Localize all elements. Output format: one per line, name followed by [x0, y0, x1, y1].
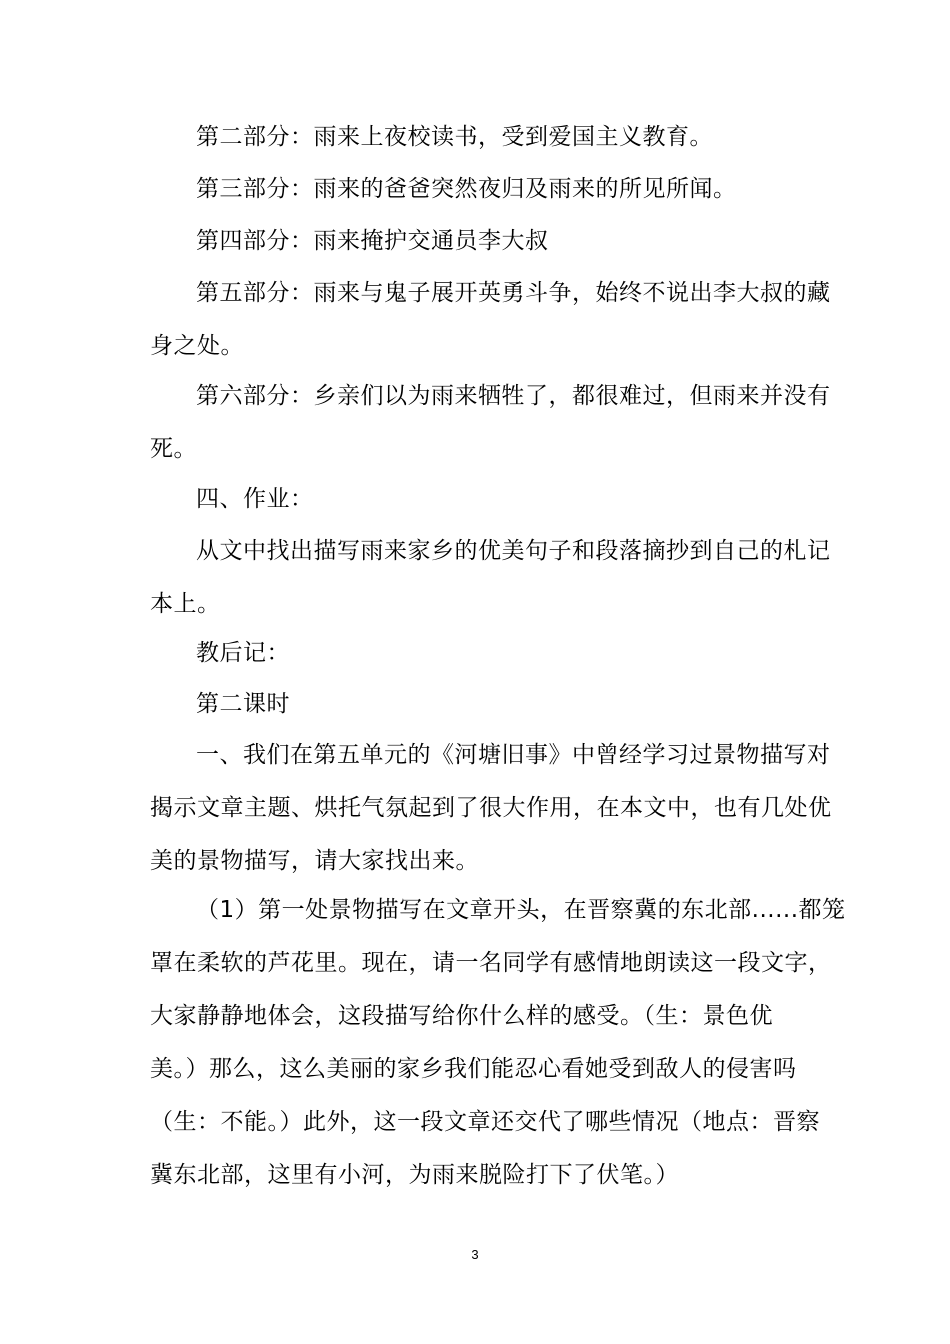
text-line: 美的景物描写，请大家找出来。	[150, 848, 479, 874]
text-line: 死。	[150, 436, 197, 462]
paragraph-part-five	[150, 267, 831, 373]
heading-post-lesson-notes	[150, 627, 800, 680]
paragraph-first-scenery	[150, 884, 846, 1202]
text-line: 本上。	[150, 591, 221, 617]
text-line: 一、我们在第五单元的《河塘旧事》中曾经学习过景物描写对	[196, 742, 831, 768]
text-line: （1）第一处景物描写在文章开头，在晋察冀的东北部......都笼	[196, 897, 846, 923]
paragraph-part-six	[150, 370, 831, 476]
text-line: 冀东北部，这里有小河，为雨来脱险打下了伏笔。）	[150, 1162, 679, 1188]
paragraph-homework	[150, 525, 831, 631]
text-line: 第五部分：雨来与鬼子展开英勇斗争，始终不说出李大叔的藏	[196, 280, 831, 306]
text-line: 第三部分：雨来的爸爸突然夜归及雨来的所见所闻。	[196, 176, 737, 202]
text-line: 第二课时	[196, 691, 290, 717]
heading-homework	[150, 473, 800, 526]
paragraph-scenery-intro	[150, 729, 832, 888]
text-line: 第六部分：乡亲们以为雨来牺牲了，都很难过，但雨来并没有	[196, 383, 831, 409]
text-line: 美。）那么，这么美丽的家乡我们能忍心看她受到敌人的侵害吗	[150, 1056, 797, 1082]
page-number: 3	[471, 1247, 479, 1262]
text-line: 罩在柔软的芦花里。现在，请一名同学有感情地朗读这一段文字，	[150, 950, 832, 976]
paragraph-part-four	[150, 215, 800, 268]
text-line: 揭示文章主题、烘托气氛起到了很大作用，在本文中，也有几处优	[150, 795, 832, 821]
text-line: 从文中找出描写雨来家乡的优美句子和段落摘抄到自己的札记	[196, 538, 831, 564]
text-line: （生：不能。）此外，这一段文章还交代了哪些情况（地点：晋察	[150, 1109, 820, 1135]
text-line: 身之处。	[150, 333, 244, 359]
paragraph-part-three	[150, 163, 800, 216]
text-line: 教后记：	[196, 640, 290, 666]
paragraph-part-two	[150, 111, 800, 164]
text-line: 第二部分：雨来上夜校读书，受到爱国主义教育。	[196, 124, 713, 150]
text-line: 四、作业：	[196, 486, 314, 512]
text-line: 大家静静地体会，这段描写给你什么样的感受。（生：景色优	[150, 1003, 773, 1029]
text-line: 第四部分：雨来掩护交通员李大叔	[196, 228, 549, 254]
heading-second-lesson	[150, 678, 800, 731]
